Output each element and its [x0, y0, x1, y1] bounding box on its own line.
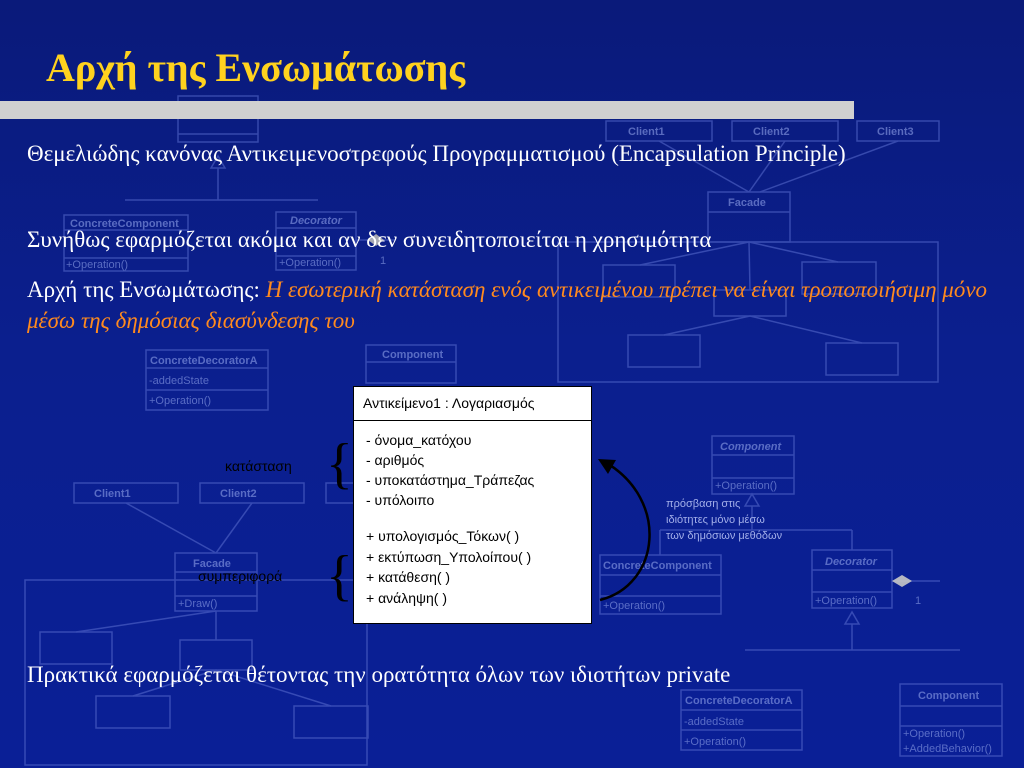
uml-attribute: - αριθμός — [366, 452, 425, 468]
uml-object-header: Αντικείμενο1 : Λογαριασμός — [354, 387, 591, 421]
bg-facade-b: Facade — [193, 558, 231, 570]
behavior-label: συμπεριφορά — [198, 568, 283, 584]
bg-mult-1: 1 — [380, 255, 387, 267]
bg-concrete-component: ConcreteComponent — [70, 218, 179, 230]
paragraph-encapsulation-rule: Θεμελιώδης κανόνας Αντικειμενοστρεφούς Προγραμματισμού (Encapsulation Principle) — [27, 141, 846, 166]
behavior-brace: { — [326, 545, 353, 607]
bg-decorator: Decorator — [290, 215, 342, 227]
access-note-line: ιδιότητες μόνο μέσω — [666, 514, 765, 526]
bg-added-behavior: +AddedBehavior() — [903, 743, 992, 755]
bg-operation-2: +Operation() — [279, 257, 342, 269]
state-label: κατάσταση — [225, 458, 292, 474]
bg-operation-5: +Operation() — [603, 600, 666, 612]
paragraph-usage: Συνήθως εφαρμόζεται ακόμα και αν δεν συνειδητοποιείται η χρησιμότητα — [27, 227, 712, 252]
bg-component-c: Component — [918, 690, 980, 702]
uml-attribute: - όνομα_κατόχου — [366, 432, 472, 448]
bg-added-state-b: -addedState — [684, 716, 744, 728]
access-note-line: των δημόσιων μεθόδων — [666, 530, 783, 542]
uml-attribute: - υποκατάστημα_Τράπεζας — [366, 472, 535, 488]
bg-client1: Client1 — [628, 126, 665, 138]
bg-draw: +Draw() — [178, 598, 218, 610]
state-brace: { — [326, 433, 353, 495]
uml-operation: + υπολογισμός_Τόκων( ) — [366, 528, 520, 544]
bg-concrete-component-b: ConcreteComponent — [603, 560, 712, 572]
bg-operation-7: +Operation() — [684, 736, 747, 748]
uml-operation: + κατάθεση( ) — [366, 569, 451, 585]
bg-concrete-decorator-a: ConcreteDecoratorA — [150, 355, 258, 367]
bg-client2: Client2 — [753, 126, 790, 138]
bg-operation-1: +Operation() — [66, 259, 129, 271]
bg-client1-b: Client1 — [94, 488, 131, 500]
bg-facade: Facade — [728, 197, 766, 209]
uml-operation: + εκτύπωση_Υπολοίπου( ) — [366, 548, 532, 565]
bg-decorator-b: Decorator — [825, 556, 877, 568]
bg-operation-6: +Operation() — [815, 595, 878, 607]
access-note-line: πρόσβαση στις — [666, 498, 741, 510]
principle-label: Αρχή της Ενσωμάτωσης: — [27, 277, 260, 302]
bg-operation-8: +Operation() — [903, 728, 966, 740]
slide-title: Αρχή της Ενσωμάτωσης — [46, 45, 466, 90]
bg-operation-4: +Operation() — [715, 480, 778, 492]
bg-mult-2: 1 — [915, 595, 922, 607]
bg-client3: Client3 — [877, 126, 914, 138]
bg-added-state: -addedState — [149, 375, 209, 387]
bg-concrete-decorator-a-b: ConcreteDecoratorA — [685, 695, 793, 707]
bg-client2-b: Client2 — [220, 488, 257, 500]
paragraph-private-visibility: Πρακτικά εφαρμόζεται θέτοντας την ορατότητα όλων των ιδιοτήτων private — [27, 662, 731, 687]
uml-attribute: - υπόλοιπο — [366, 492, 435, 508]
bg-operation-3: +Operation() — [149, 395, 212, 407]
uml-operation: + ανάληψη( ) — [366, 589, 448, 606]
bg-component-b: Component — [720, 441, 782, 453]
bg-component: Component — [382, 349, 444, 361]
access-note — [666, 496, 782, 544]
principle-definition: Η εσωτερική κατάσταση ενός αντικειμένου πρέπει να είναι τροποποιήσιμη μόνο μέσω της δημόσιας διασύνδεσης του — [27, 277, 988, 333]
